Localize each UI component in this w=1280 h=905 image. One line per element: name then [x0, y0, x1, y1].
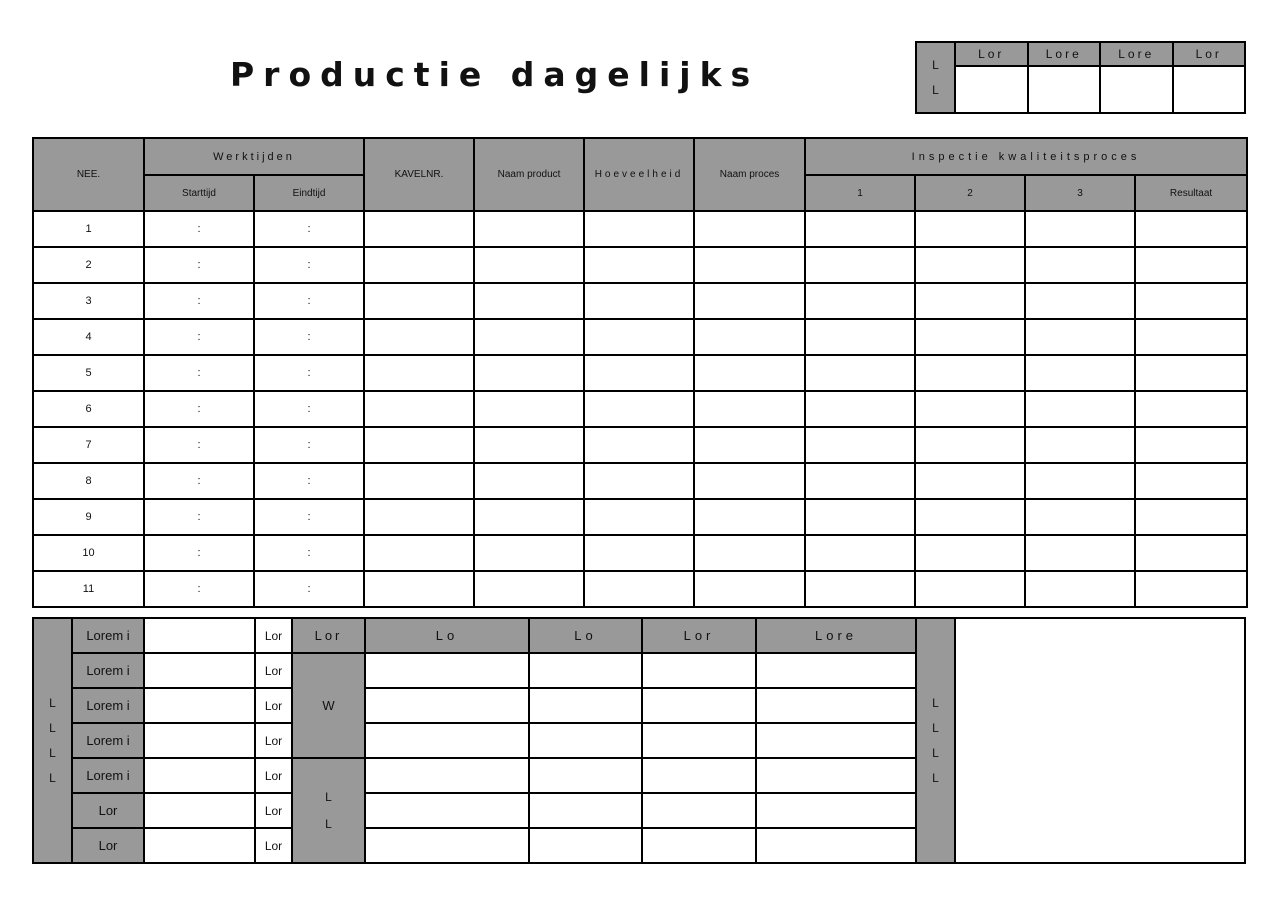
insp-3-cell[interactable] — [1025, 283, 1135, 319]
header-insp-result: Resultaat — [1135, 175, 1247, 211]
production-table — [32, 137, 1248, 608]
end-time-cell[interactable]: : — [254, 211, 364, 247]
header-box-col: Lore — [1100, 42, 1173, 66]
insp-1-cell[interactable] — [805, 535, 915, 571]
start-time-cell[interactable]: : — [144, 463, 254, 499]
insp-2-cell[interactable] — [915, 283, 1025, 319]
quantity-cell[interactable] — [584, 391, 694, 427]
summary-data-cell[interactable] — [529, 653, 642, 688]
start-time-cell[interactable]: : — [144, 535, 254, 571]
summary-left-side-label: L L L L — [33, 618, 72, 863]
result-cell[interactable] — [1135, 571, 1247, 607]
summary-data-cell[interactable] — [642, 793, 756, 828]
summary-value-cell[interactable] — [144, 758, 255, 793]
insp-2-cell[interactable] — [915, 535, 1025, 571]
summary-data-cell[interactable] — [529, 828, 642, 863]
end-time-cell[interactable]: : — [254, 499, 364, 535]
process-cell[interactable] — [694, 391, 805, 427]
process-cell[interactable] — [694, 283, 805, 319]
process-cell[interactable] — [694, 247, 805, 283]
insp-1-cell[interactable] — [805, 355, 915, 391]
summary-data-cell[interactable] — [365, 758, 529, 793]
result-cell[interactable] — [1135, 355, 1247, 391]
summary-row-label: Lor — [72, 793, 144, 828]
summary-col-header: Lore — [756, 618, 916, 653]
header-box-side-label: L L — [916, 42, 955, 113]
summary-data-cell[interactable] — [529, 723, 642, 758]
summary-col-header: Lo — [365, 618, 529, 653]
header-lot: KAVELNR. — [364, 138, 474, 211]
summary-row — [33, 618, 1245, 653]
summary-data-cell[interactable] — [529, 758, 642, 793]
row-number: 8 — [33, 463, 144, 499]
quantity-cell[interactable] — [584, 319, 694, 355]
header-box-cell[interactable] — [1173, 66, 1246, 113]
insp-2-cell[interactable] — [915, 427, 1025, 463]
product-cell[interactable] — [474, 211, 584, 247]
summary-data-cell[interactable] — [756, 653, 916, 688]
row-number: 4 — [33, 319, 144, 355]
quantity-cell[interactable] — [584, 571, 694, 607]
summary-row-label: Lor — [72, 828, 144, 863]
table-row — [33, 535, 1247, 571]
result-cell[interactable] — [1135, 283, 1247, 319]
table-row — [33, 499, 1247, 535]
product-cell[interactable] — [474, 355, 584, 391]
summary-data-cell[interactable] — [642, 758, 756, 793]
summary-table — [32, 617, 1246, 864]
summary-data-cell[interactable] — [529, 688, 642, 723]
insp-2-cell[interactable] — [915, 571, 1025, 607]
summary-value-cell[interactable] — [144, 793, 255, 828]
summary-row-label: Lorem i — [72, 723, 144, 758]
result-cell[interactable] — [1135, 247, 1247, 283]
insp-2-cell[interactable] — [915, 499, 1025, 535]
lot-cell[interactable] — [364, 463, 474, 499]
process-cell[interactable] — [694, 211, 805, 247]
end-time-cell[interactable]: : — [254, 427, 364, 463]
end-time-cell[interactable]: : — [254, 247, 364, 283]
start-time-cell[interactable]: : — [144, 319, 254, 355]
summary-data-cell[interactable] — [529, 793, 642, 828]
insp-3-cell[interactable] — [1025, 427, 1135, 463]
header-box-col: Lore — [1028, 42, 1101, 66]
end-time-cell[interactable]: : — [254, 355, 364, 391]
result-cell[interactable] — [1135, 499, 1247, 535]
process-cell[interactable] — [694, 571, 805, 607]
header-quantity: Hoeveelheid — [584, 138, 694, 211]
summary-data-cell[interactable] — [365, 688, 529, 723]
summary-data-cell[interactable] — [642, 653, 756, 688]
header-insp-3: 3 — [1025, 175, 1135, 211]
process-cell[interactable] — [694, 499, 805, 535]
insp-1-cell[interactable] — [805, 427, 915, 463]
header-box-col: Lor — [1173, 42, 1246, 66]
insp-1-cell[interactable] — [805, 571, 915, 607]
summary-value-cell[interactable] — [144, 653, 255, 688]
summary-col-header: Lo — [529, 618, 642, 653]
lot-cell[interactable] — [364, 391, 474, 427]
summary-unit: Lor — [255, 828, 292, 863]
lot-cell[interactable] — [364, 319, 474, 355]
row-number: 1 — [33, 211, 144, 247]
quantity-cell[interactable] — [584, 283, 694, 319]
end-time-cell[interactable]: : — [254, 535, 364, 571]
insp-2-cell[interactable] — [915, 355, 1025, 391]
summary-value-cell[interactable] — [144, 723, 255, 758]
result-cell[interactable] — [1135, 463, 1247, 499]
insp-1-cell[interactable] — [805, 391, 915, 427]
summary-right-side-label: L L L L — [916, 618, 955, 863]
summary-value-cell[interactable] — [144, 828, 255, 863]
process-cell[interactable] — [694, 535, 805, 571]
insp-3-cell[interactable] — [1025, 499, 1135, 535]
insp-3-cell[interactable] — [1025, 463, 1135, 499]
result-cell[interactable] — [1135, 319, 1247, 355]
start-time-cell[interactable]: : — [144, 283, 254, 319]
result-cell[interactable] — [1135, 391, 1247, 427]
header-box-col: Lor — [955, 42, 1028, 66]
process-cell[interactable] — [694, 427, 805, 463]
row-number: 5 — [33, 355, 144, 391]
start-time-cell[interactable]: : — [144, 427, 254, 463]
insp-3-cell[interactable] — [1025, 247, 1135, 283]
header-box-cell[interactable] — [1028, 66, 1101, 113]
header-end: Eindtijd — [254, 175, 364, 211]
result-cell[interactable] — [1135, 427, 1247, 463]
summary-row-label: Lorem i — [72, 653, 144, 688]
header-box-cell[interactable] — [955, 66, 1028, 113]
summary-unit: Lor — [255, 793, 292, 828]
product-cell[interactable] — [474, 499, 584, 535]
header-product: Naam product — [474, 138, 584, 211]
header-box-cell[interactable] — [1100, 66, 1173, 113]
lot-cell[interactable] — [364, 211, 474, 247]
product-cell[interactable] — [474, 427, 584, 463]
row-number: 9 — [33, 499, 144, 535]
quantity-cell[interactable] — [584, 247, 694, 283]
insp-2-cell[interactable] — [915, 319, 1025, 355]
product-cell[interactable] — [474, 283, 584, 319]
header-box — [915, 41, 1246, 114]
summary-row-label: Lorem i — [72, 688, 144, 723]
insp-3-cell[interactable] — [1025, 211, 1135, 247]
summary-unit: Lor — [255, 723, 292, 758]
table-row — [33, 247, 1247, 283]
summary-unit: Lor — [255, 618, 292, 653]
summary-unit: Lor — [255, 688, 292, 723]
lot-cell[interactable] — [364, 535, 474, 571]
lot-cell[interactable] — [364, 283, 474, 319]
table-row — [33, 463, 1247, 499]
insp-3-cell[interactable] — [1025, 319, 1135, 355]
insp-1-cell[interactable] — [805, 247, 915, 283]
summary-value-cell[interactable] — [144, 618, 255, 653]
summary-value-cell[interactable] — [144, 688, 255, 723]
product-cell[interactable] — [474, 463, 584, 499]
result-cell[interactable] — [1135, 211, 1247, 247]
row-number: 6 — [33, 391, 144, 427]
summary-row-label: Lorem i — [72, 758, 144, 793]
table-row — [33, 355, 1247, 391]
product-cell[interactable] — [474, 391, 584, 427]
quantity-cell[interactable] — [584, 535, 694, 571]
insp-3-cell[interactable] — [1025, 571, 1135, 607]
header-insp-1: 1 — [805, 175, 915, 211]
summary-data-cell[interactable] — [365, 653, 529, 688]
summary-row-label: Lorem i — [72, 618, 144, 653]
insp-2-cell[interactable] — [915, 463, 1025, 499]
row-number: 11 — [33, 571, 144, 607]
summary-data-cell[interactable] — [756, 688, 916, 723]
end-time-cell[interactable]: : — [254, 319, 364, 355]
table-row — [33, 283, 1247, 319]
process-cell[interactable] — [694, 319, 805, 355]
insp-1-cell[interactable] — [805, 283, 915, 319]
insp-3-cell[interactable] — [1025, 355, 1135, 391]
summary-col-header: Lor — [642, 618, 756, 653]
header-insp-2: 2 — [915, 175, 1025, 211]
summary-data-cell[interactable] — [642, 688, 756, 723]
start-time-cell[interactable]: : — [144, 571, 254, 607]
row-number: 10 — [33, 535, 144, 571]
page-title: Productie dagelijks — [230, 55, 760, 94]
start-time-cell[interactable]: : — [144, 211, 254, 247]
product-cell[interactable] — [474, 319, 584, 355]
insp-2-cell[interactable] — [915, 391, 1025, 427]
summary-data-cell[interactable] — [756, 758, 916, 793]
summary-data-cell[interactable] — [365, 828, 529, 863]
notes-area[interactable] — [955, 618, 1245, 863]
header-inspection: Inspectie kwaliteitsproces — [805, 138, 1247, 175]
lot-cell[interactable] — [364, 499, 474, 535]
start-time-cell[interactable]: : — [144, 499, 254, 535]
product-cell[interactable] — [474, 535, 584, 571]
end-time-cell[interactable]: : — [254, 391, 364, 427]
summary-group-l: L L — [292, 758, 365, 863]
insp-1-cell[interactable] — [805, 211, 915, 247]
header-nr: NEE. — [33, 138, 144, 211]
row-number: 2 — [33, 247, 144, 283]
end-time-cell[interactable]: : — [254, 283, 364, 319]
summary-unit: Lor — [255, 653, 292, 688]
start-time-cell[interactable]: : — [144, 247, 254, 283]
summary-data-cell[interactable] — [642, 723, 756, 758]
row-number: 7 — [33, 427, 144, 463]
quantity-cell[interactable] — [584, 355, 694, 391]
start-time-cell[interactable]: : — [144, 391, 254, 427]
summary-group-header: Lor — [292, 618, 365, 653]
lot-cell[interactable] — [364, 355, 474, 391]
insp-3-cell[interactable] — [1025, 535, 1135, 571]
summary-data-cell[interactable] — [642, 828, 756, 863]
table-row — [33, 211, 1247, 247]
process-cell[interactable] — [694, 355, 805, 391]
quantity-cell[interactable] — [584, 427, 694, 463]
lot-cell[interactable] — [364, 247, 474, 283]
quantity-cell[interactable] — [584, 211, 694, 247]
summary-data-cell[interactable] — [365, 723, 529, 758]
summary-group-w: W — [292, 653, 365, 758]
summary-data-cell[interactable] — [756, 723, 916, 758]
table-row — [33, 391, 1247, 427]
insp-3-cell[interactable] — [1025, 391, 1135, 427]
product-cell[interactable] — [474, 247, 584, 283]
insp-2-cell[interactable] — [915, 211, 1025, 247]
summary-data-cell[interactable] — [365, 793, 529, 828]
summary-unit: Lor — [255, 758, 292, 793]
quantity-cell[interactable] — [584, 499, 694, 535]
row-number: 3 — [33, 283, 144, 319]
end-time-cell[interactable]: : — [254, 571, 364, 607]
quantity-cell[interactable] — [584, 463, 694, 499]
lot-cell[interactable] — [364, 571, 474, 607]
insp-2-cell[interactable] — [915, 247, 1025, 283]
end-time-cell[interactable]: : — [254, 463, 364, 499]
result-cell[interactable] — [1135, 535, 1247, 571]
summary-data-cell[interactable] — [756, 828, 916, 863]
table-row — [33, 571, 1247, 607]
table-row — [33, 319, 1247, 355]
start-time-cell[interactable]: : — [144, 355, 254, 391]
table-row — [33, 427, 1247, 463]
insp-1-cell[interactable] — [805, 463, 915, 499]
header-worktimes: Werktijden — [144, 138, 364, 175]
process-cell[interactable] — [694, 463, 805, 499]
summary-data-cell[interactable] — [756, 793, 916, 828]
lot-cell[interactable] — [364, 427, 474, 463]
header-start: Starttijd — [144, 175, 254, 211]
product-cell[interactable] — [474, 571, 584, 607]
header-process: Naam proces — [694, 138, 805, 211]
insp-1-cell[interactable] — [805, 319, 915, 355]
insp-1-cell[interactable] — [805, 499, 915, 535]
